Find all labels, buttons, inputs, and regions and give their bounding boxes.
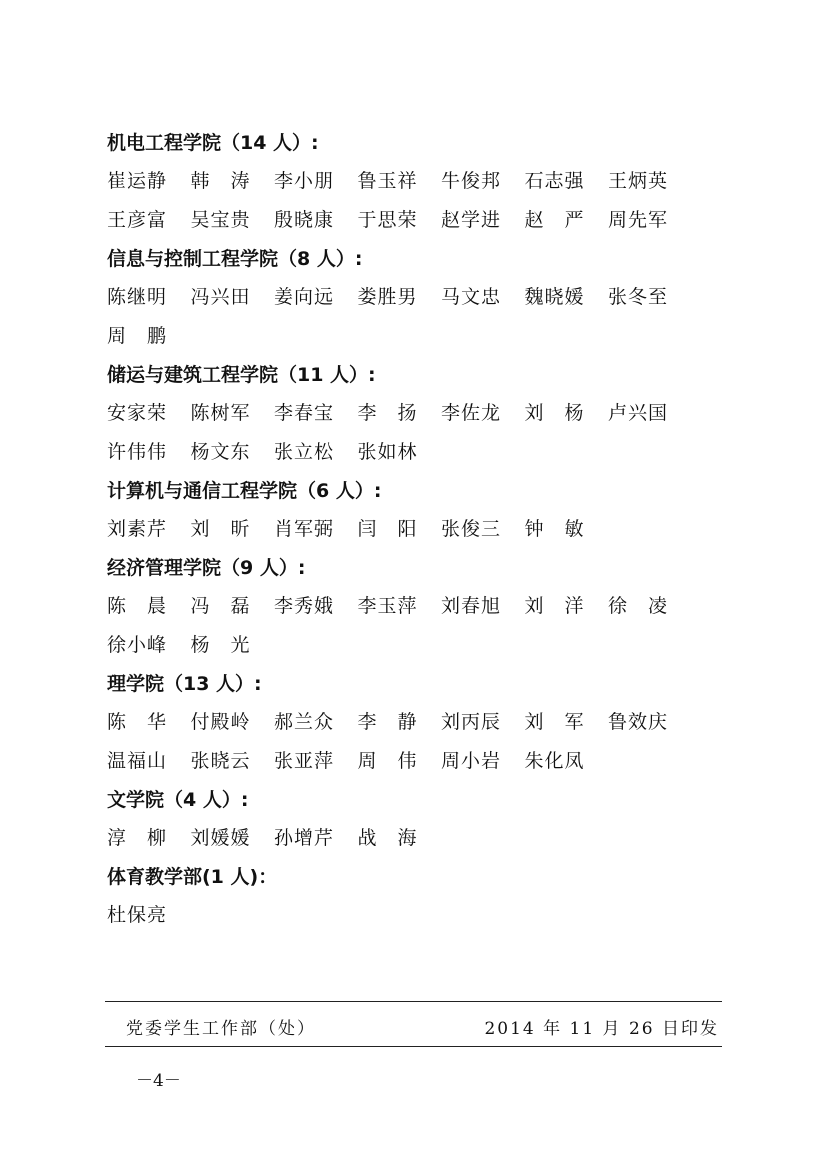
person-name: 魏晓媛 xyxy=(524,286,585,308)
name-list xyxy=(107,819,707,858)
person-name: 刘素芹 xyxy=(107,518,168,540)
person-name: 刘 军 xyxy=(524,711,585,733)
person-name: 战 海 xyxy=(357,827,418,849)
section-mechanical xyxy=(107,124,727,240)
section-heading: 体育教学部(1 人)： xyxy=(107,866,278,888)
person-name: 徐 凌 xyxy=(608,595,669,617)
person-name: 刘媛媛 xyxy=(190,827,251,849)
section-heading: 文学院（4 人）: xyxy=(107,789,249,811)
person-name: 张俊三 xyxy=(441,518,502,540)
footer-issuer: 党委学生工作部（处） xyxy=(126,1019,316,1039)
person-name: 李春宝 xyxy=(274,402,335,424)
person-name: 朱化凤 xyxy=(524,750,585,772)
person-name: 娄胜男 xyxy=(357,286,418,308)
person-name: 李佐龙 xyxy=(441,402,502,424)
person-name: 张冬至 xyxy=(608,286,669,308)
person-name: 郝兰众 xyxy=(274,711,335,733)
person-name: 周先军 xyxy=(608,209,669,231)
section-heading: 计算机与通信工程学院（6 人）: xyxy=(107,480,382,502)
person-name: 石志强 xyxy=(524,170,585,192)
person-name: 鲁玉祥 xyxy=(357,170,418,192)
person-name: 徐小峰 xyxy=(107,634,168,656)
person-name: 温福山 xyxy=(107,750,168,772)
person-name: 刘 昕 xyxy=(190,518,251,540)
name-list xyxy=(107,278,707,356)
person-name: 周小岩 xyxy=(441,750,502,772)
page-number: －4－ xyxy=(136,1071,181,1091)
section-heading: 信息与控制工程学院（8 人）: xyxy=(107,248,363,270)
section-heading: 经济管理学院（9 人）: xyxy=(107,557,306,579)
person-name: 李秀娥 xyxy=(274,595,335,617)
person-name: 冯兴田 xyxy=(190,286,251,308)
section-heading: 储运与建筑工程学院（11 人）: xyxy=(107,364,376,386)
name-list xyxy=(107,510,707,549)
person-name: 张晓云 xyxy=(190,750,251,772)
person-name: 张亚萍 xyxy=(274,750,335,772)
person-name: 付殿岭 xyxy=(190,711,251,733)
document-body xyxy=(107,124,727,935)
person-name: 于思荣 xyxy=(357,209,418,231)
name-list xyxy=(107,896,707,935)
person-name: 刘丙辰 xyxy=(441,711,502,733)
person-name: 赵 严 xyxy=(524,209,585,231)
person-name: 崔运静 xyxy=(107,170,168,192)
person-name: 冯 磊 xyxy=(190,595,251,617)
person-name: 李 静 xyxy=(357,711,418,733)
name-list xyxy=(107,703,707,781)
name-list xyxy=(107,162,707,240)
person-name: 陈 华 xyxy=(107,711,168,733)
footer-top-rule xyxy=(105,1001,722,1002)
person-name: 张如林 xyxy=(357,441,418,463)
person-name: 杨文东 xyxy=(190,441,251,463)
person-name: 肖军弼 xyxy=(274,518,335,540)
person-name: 卢兴国 xyxy=(608,402,669,424)
person-name: 陈 晨 xyxy=(107,595,168,617)
person-name: 张立松 xyxy=(274,441,335,463)
section-liberal-arts xyxy=(107,781,727,858)
section-heading: 理学院（13 人）: xyxy=(107,673,262,695)
person-name: 韩 涛 xyxy=(190,170,251,192)
person-name: 刘春旭 xyxy=(441,595,502,617)
person-name: 马文忠 xyxy=(441,286,502,308)
person-name: 淳 柳 xyxy=(107,827,168,849)
person-name: 王彦富 xyxy=(107,209,168,231)
person-name: 闫 阳 xyxy=(357,518,418,540)
section-economics-management xyxy=(107,549,727,665)
person-name: 李 扬 xyxy=(357,402,418,424)
section-heading: 机电工程学院（14 人）: xyxy=(107,132,319,154)
section-physical-education xyxy=(107,858,727,935)
section-storage-architecture xyxy=(107,356,727,472)
person-name: 赵学进 xyxy=(441,209,502,231)
footer-bottom-rule xyxy=(105,1046,722,1047)
person-name: 姜向远 xyxy=(274,286,335,308)
person-name: 周 鹏 xyxy=(107,325,168,347)
person-name: 陈继明 xyxy=(107,286,168,308)
person-name: 王炳英 xyxy=(608,170,669,192)
person-name: 钟 敏 xyxy=(524,518,585,540)
footer-date: 2014 年 11 月 26 日印发 xyxy=(484,1019,719,1039)
person-name: 殷晓康 xyxy=(274,209,335,231)
person-name: 鲁效庆 xyxy=(608,711,669,733)
person-name: 刘 杨 xyxy=(524,402,585,424)
person-name: 陈树军 xyxy=(190,402,251,424)
name-list xyxy=(107,587,707,665)
section-computer-communication xyxy=(107,472,727,549)
person-name: 李玉萍 xyxy=(357,595,418,617)
person-name: 牛俊邦 xyxy=(441,170,502,192)
name-list xyxy=(107,394,707,472)
person-name: 刘 洋 xyxy=(524,595,585,617)
person-name: 杨 光 xyxy=(190,634,251,656)
person-name: 许伟伟 xyxy=(107,441,168,463)
person-name: 周 伟 xyxy=(357,750,418,772)
person-name: 安家荣 xyxy=(107,402,168,424)
person-name: 吴宝贵 xyxy=(190,209,251,231)
section-science xyxy=(107,665,727,781)
section-information-control xyxy=(107,240,727,356)
person-name: 李小朋 xyxy=(274,170,335,192)
person-name: 孙增芹 xyxy=(274,827,335,849)
person-name: 杜保亮 xyxy=(107,904,168,926)
